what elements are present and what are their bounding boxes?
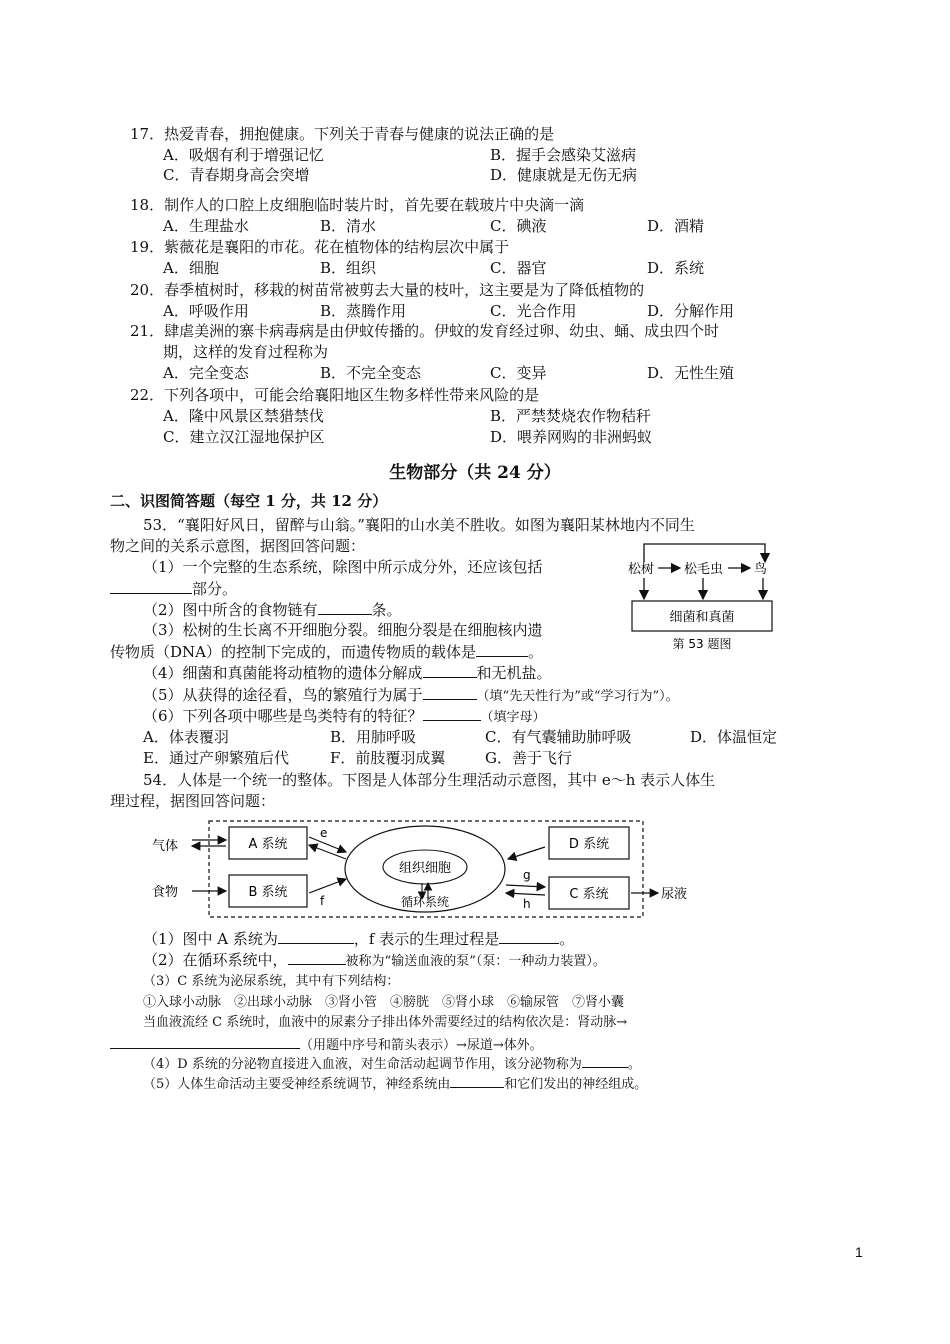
q20-option-d: D．分解作用 [647,302,735,320]
q22-option-b: B．严禁焚烧农作物秸秆 [490,407,652,425]
q53-option-c: C．有气囊辅助肺呼吸 [485,728,632,746]
q53-option-d: D．体温恒定 [690,728,778,746]
answer-blank[interactable] [110,1033,300,1049]
q21-option-d: D．无性生殖 [647,364,735,382]
q53-part4: （4）细菌和真菌能将动植物的遗体分解成 和无机盐。 [143,664,552,682]
q54-part3-line2: 当血液流经 C 系统时，血液中的尿素分子排出体外需要经过的结构依次是：肾动脉→ [143,1015,628,1030]
part-title: 生物部分（共 24 分） [389,463,561,483]
q53-option-g: G．善于飞行 [485,749,572,767]
process-e-label: e [320,826,328,840]
q21-stem-line2: 期，这样的发育过程称为 [163,343,329,361]
q19-option-c: C．器官 [490,259,547,277]
q18-option-a: A．生理盐水 [163,217,249,235]
q17-option-c: C．青春期身高会突增 [163,166,310,184]
answer-blank[interactable] [318,599,372,615]
q19-option-d: D．系统 [647,259,705,277]
q54-part4: （4）D 系统的分泌物直接进入血液，对生命活动起调节作用，该分泌物称为 。 [143,1052,641,1075]
system-b-label: B 系统 [248,885,288,900]
q54-part1: （1）图中 A 系统为 ，f 表示的生理过程是 。 [143,930,575,948]
q20-option-c: C．光合作用 [490,302,577,320]
process-h-label: h [523,897,531,911]
q54-part3: （3）C 系统为泌尿系统，其中有下列结构： [143,974,400,989]
answer-blank[interactable] [499,928,559,944]
q53-part1-text: （1）一个完整的生态系统，除图中所示成分外，还应该包括 [143,558,543,576]
answer-blank[interactable] [110,578,192,594]
q54-part3-line3: （用题中序号和箭头表示）→尿道→体外。 [110,1033,543,1056]
circulatory-system-label: 循环系统 [400,895,450,909]
human-systems-diagram [140,815,710,925]
q54-intro-line2: 理过程，据图回答问题： [110,792,276,810]
q22-option-a: A．隆中风景区禁猎禁伐 [163,407,324,425]
food-label: 食物 [152,885,179,900]
q54-structure-list: ①入球小动脉 ②出球小动脉 ③肾小管 ④膀胱 ⑤肾小球 ⑥输尿管 ⑦肾小囊 [143,995,625,1010]
q20-stem: 20．春季植树时，移栽的树苗常被剪去大量的枝叶，这主要是为了降低植物的 [130,281,645,299]
process-f-label: f [320,894,325,908]
q53-option-f: F．前肢覆羽成翼 [330,749,446,767]
answer-blank[interactable] [423,705,481,721]
system-a-label: A 系统 [248,837,288,852]
urine-label: 尿液 [661,887,688,902]
q54-part2: （2）在循环系统中， 被称为“输送血液的泵”（泵：一种动力装置）。 [143,951,606,969]
food-web-diagram [620,536,790,656]
decomposers-label: 细菌和真菌 [669,610,735,625]
q20-option-b: B．蒸腾作用 [320,302,407,320]
q53-intro-line2: 物之间的关系示意图，据图回答问题： [110,537,366,555]
answer-blank[interactable] [423,662,477,678]
caterpillar-label: 松毛虫 [684,562,724,577]
q19-option-a: A．细胞 [163,259,219,277]
q18-stem: 18．制作人的口腔上皮细胞临时装片时，首先要在载玻片中央滴一滴 [130,196,585,214]
q53-intro-line1: 53．“襄阳好风日，留醉与山翁。”襄阳的山水美不胜收。如图为襄阳某林地内不同生 [143,516,695,534]
q53-option-b: B．用肺呼吸 [330,728,417,746]
q19-option-b: B．组织 [320,259,377,277]
q21-option-a: A．完全变态 [163,364,249,382]
q19-stem: 19．紫薇花是襄阳的市花。花在植物体的结构层次中属于 [130,238,510,256]
q17-option-a: A．吸烟有利于增强记忆 [163,146,324,164]
q53-part2: （2）图中所含的食物链有 条。 [143,601,402,619]
process-g-label: g [523,868,531,882]
q53-option-a: A．体表覆羽 [143,728,229,746]
q18-option-b: B．清水 [320,217,377,235]
answer-blank[interactable] [582,1052,628,1068]
pine-label: 松树 [628,562,655,577]
q53-part1-line2: 部分。 [110,578,237,599]
q53-part3-line2: 传物质（DNA）的控制下完成的，而遗传物质的载体是 。 [110,643,544,661]
q20-option-a: A．呼吸作用 [163,302,249,320]
q18-option-d: D．酒精 [647,217,705,235]
q53-part3-line1: （3）松树的生长离不开细胞分裂。细胞分裂是在细胞核内遗 [143,621,543,639]
q22-option-d: D．喂养网购的非洲蚂蚁 [490,428,653,446]
system-d-label: D 系统 [568,837,610,852]
q54-part5: （5）人体生命活动主要受神经系统调节，神经系统由 和它们发出的神经组成。 [143,1072,647,1095]
gas-label: 气体 [152,839,179,854]
q22-stem: 22．下列各项中，可能会给襄阳地区生物多样性带来风险的是 [130,386,540,404]
q54-intro-line1: 54．人体是一个统一的整体。下图是人体部分生理活动示意图，其中 e～h 表示人体生 [143,771,716,789]
answer-blank[interactable] [450,1072,504,1088]
page-number: 1 [855,1244,863,1260]
section-heading: 二、识图简答题（每空 1 分，共 12 分） [110,492,388,510]
tissue-cell-label: 组织细胞 [398,861,452,876]
bird-label: 鸟 [754,562,768,577]
q18-option-c: C．碘液 [490,217,547,235]
q17-option-b: B．握手会感染艾滋病 [490,146,637,164]
q17-stem: 17．热爱青春，拥抱健康。下列关于青春与健康的说法正确的是 [130,125,555,143]
answer-blank[interactable] [278,928,354,944]
q21-stem-line1: 21．肆虐美洲的寨卡病毒病是由伊蚊传播的。伊蚊的发育经过卵、幼虫、蛹、成虫四个时 [130,322,720,340]
figure-caption: 第 53 题图 [672,637,732,651]
q22-option-c: C．建立汉江湿地保护区 [163,428,325,446]
q17-option-d: D．健康就是无伤无病 [490,166,638,184]
q53-part5: （5）从获得的途径看，鸟的繁殖行为属于 （填“先天性行为”或“学习行为”）。 [143,686,679,704]
answer-blank[interactable] [288,949,346,965]
q21-option-b: B．不完全变态 [320,364,422,382]
q53-option-e: E．通过产卵繁殖后代 [143,749,289,767]
q53-part6: （6）下列各项中哪些是鸟类特有的特征？ （填字母） [143,707,546,725]
system-c-label: C 系统 [569,887,609,902]
q21-option-c: C．变异 [490,364,547,382]
answer-blank[interactable] [476,641,528,657]
answer-blank[interactable] [423,684,477,700]
